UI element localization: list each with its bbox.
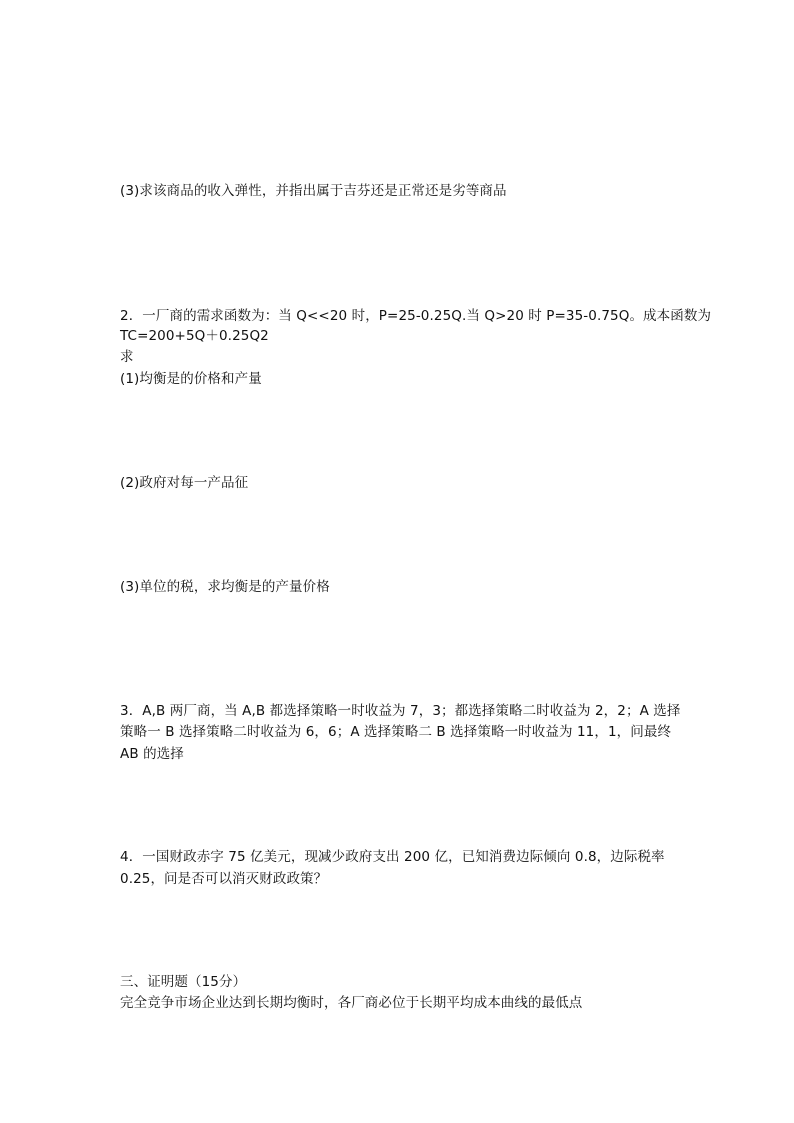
q2-line2: TC=200+5Q＋0.25Q2 (120, 328, 269, 344)
q3-line3: AB 的选择 (120, 746, 184, 762)
q2-part1: (1)均衡是的价格和产量 (120, 371, 262, 387)
q2-part2: (2)政府对每一产品征 (120, 475, 249, 491)
section3-body: 完全竞争市场企业达到长期均衡时，各厂商必位于长期平均成本曲线的最低点 (120, 995, 583, 1011)
q3-line2: 策略一 B 选择策略二时收益为 6，6；A 选择策略二 B 选择策略一时收益为 11，1，问最终 (120, 724, 672, 740)
q2-line1: 2．一厂商的需求函数为：当 Q<<20 时，P=25-0.25Q.当 Q>20 时 P=35-0.75Q。成本函数为 (120, 308, 712, 324)
q3-line1: 3．A,B 两厂商，当 A,B 都选择策略一时收益为 7，3；都选择策略二时收益为 2，2；A 选择 (120, 703, 681, 719)
q4-line1: 4．一国财政赤字 75 亿美元，现减少政府支出 200 亿，已知消费边际倾向 0.8，边际税率 (120, 849, 665, 865)
q4-line2: 0.25，问是否可以消灭财政政策？ (120, 871, 328, 887)
section3-heading: 三、证明题（15分） (120, 974, 247, 990)
q2-part3: (3)单位的税，求均衡是的产量价格 (120, 579, 330, 595)
q2-line3: 求 (120, 349, 134, 365)
q1-part3-text: (3)求该商品的收入弹性，并指出属于吉芬还是正常还是劣等商品 (120, 183, 507, 199)
